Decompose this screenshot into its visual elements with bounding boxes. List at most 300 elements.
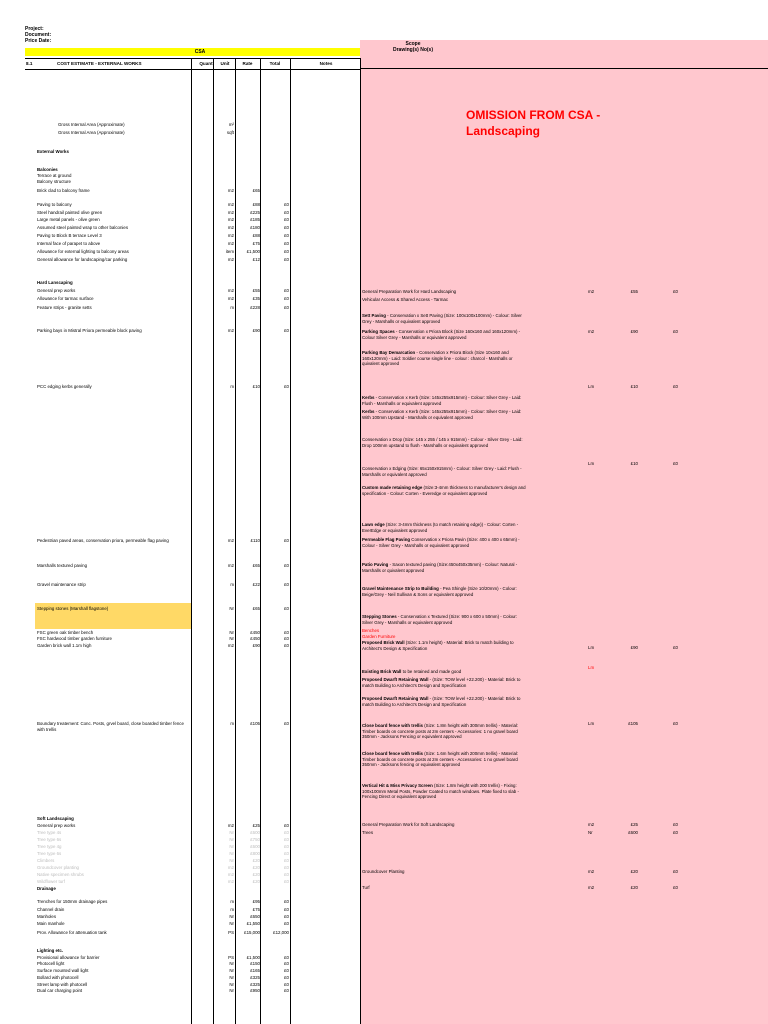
scope-total: £0 [673, 329, 678, 334]
row-unit: m2 [227, 257, 234, 262]
scope-item [362, 885, 526, 891]
scope-item [362, 677, 526, 688]
row-rate: £20 [252, 858, 260, 863]
scope-item [362, 830, 526, 836]
scope-item-text: - Pea Shingle (Size 10/20mm) - Colour: Beige/Grey - Neil Sullivan & Sons or equivalent approved [362, 586, 517, 597]
row-total: £0 [284, 907, 289, 912]
row-total: £0 [284, 968, 289, 973]
scope-item-heading: Parking Spaces [362, 329, 395, 334]
scope-item-text: Garden Furniture [362, 634, 396, 639]
row-rate: £88 [252, 202, 260, 207]
row-unit: Nr [229, 914, 234, 919]
scope-item-text: Conservation x Priora Pavin (Size: 400 x 400 x 65mm) - Colour - Silver Grey - Marshalls or equivalent approved [362, 537, 520, 548]
row-rate: £25 [252, 823, 260, 828]
row-rate: £65 [252, 188, 260, 193]
row-unit: Nr [229, 982, 234, 987]
row-total: £0 [284, 858, 289, 863]
row-description: Balcony structure [37, 179, 71, 184]
row-rate: £35 [252, 296, 260, 301]
row-total: £0 [284, 961, 289, 966]
row-total: £0 [284, 233, 289, 238]
row-rate: £20 [252, 879, 260, 884]
scope-item-text: Turf [362, 885, 370, 890]
row-unit: m² [228, 122, 234, 127]
row-total: £0 [284, 975, 289, 980]
quant-header: Quant [199, 61, 213, 66]
scope-item [362, 751, 526, 768]
col-divider-rate [235, 58, 236, 1024]
row-rate: £600 [250, 830, 260, 835]
scope-item-text: Groundcover Planting [362, 869, 405, 874]
scope-item-text: General Preparation Work for Hard Landscaping [362, 289, 457, 294]
row-total: £0 [284, 328, 289, 333]
scope-item [362, 634, 526, 640]
scope-unit: m2 [588, 289, 595, 294]
row-description: Gross Internal Area (Approximate) [58, 122, 125, 127]
scope-item [362, 329, 526, 340]
row-description: Gravel maintenance strip [37, 582, 86, 587]
row-total: £0 [284, 872, 289, 877]
section-title: COST ESTIMATE - EXTERNAL WORKS [57, 61, 142, 66]
scope-rate: £20 [630, 869, 638, 874]
row-description: Trenches for 150mm drainage pipes [37, 899, 108, 904]
scope-total: £0 [673, 721, 678, 726]
row-rate: £225 [250, 210, 260, 215]
scope-rate: £600 [628, 830, 638, 835]
row-unit: Nr [229, 988, 234, 993]
row-total: £0 [284, 879, 289, 884]
row-description: Tree type 6s [37, 851, 62, 856]
row-unit: m2 [227, 823, 234, 828]
scope-item-text: Trees [362, 830, 374, 835]
row-total: £0 [284, 257, 289, 262]
scope-item [362, 586, 526, 597]
row-description: External Works [37, 149, 69, 154]
scope-unit: m2 [588, 885, 595, 890]
scope-item [362, 409, 526, 420]
row-rate: £950 [250, 988, 260, 993]
row-description: FSC hardwood timber garden furniture [37, 636, 112, 641]
row-unit: Nr [229, 830, 234, 835]
row-description: Pedestrian paved areas, conservation priora, permeable flag paving [37, 538, 169, 543]
row-description: Tree type 6s [37, 837, 62, 842]
row-total: £0 [284, 982, 289, 987]
scope-item [362, 350, 526, 367]
row-total: £12,000 [273, 930, 289, 935]
row-description: Main manhole [37, 921, 65, 926]
row-unit: m2 [227, 188, 234, 193]
scope-unit: m2 [588, 329, 595, 334]
total-header: Total [269, 61, 281, 66]
row-rate: £450 [250, 630, 260, 635]
row-rate: £185 [250, 217, 260, 222]
scope-item-text: Benches [362, 628, 380, 633]
row-total: £0 [284, 914, 289, 919]
col-divider-total [260, 58, 261, 1024]
row-unit: sqft [226, 130, 234, 135]
row-description: Surface mounted wall light [37, 968, 89, 973]
scope-item [362, 628, 526, 634]
row-unit: m2 [227, 865, 234, 870]
notes-header: Notes [319, 61, 333, 66]
row-total: £0 [284, 955, 289, 960]
section-ref: 8.1 [26, 61, 33, 66]
scope-unit: Lm [588, 721, 595, 726]
scope-item-text: Conservation x Drop (Size: 145 x 255 / 145 x 915mm) - Colour - Silver Grey - Laid: Drop 100mm upstand to flush - Marshalls or equivalent approved [362, 437, 523, 448]
row-unit: Nr [229, 851, 234, 856]
row-unit: m2 [227, 538, 234, 543]
row-rate: £55 [252, 288, 260, 293]
row-unit: m2 [227, 210, 234, 215]
scope-item [362, 869, 526, 875]
rate-header: Rate [242, 61, 253, 66]
row-description: Prov. Allowance for attenuation tank [37, 930, 107, 935]
row-description: FSC green oak timber bench [37, 630, 94, 635]
row-description: Stepping stones (Marshall flagstone) [37, 606, 109, 611]
row-unit: Nr [229, 961, 234, 966]
row-description: Groundcover planting [37, 865, 79, 870]
row-description: Bollard with photocell [37, 975, 79, 980]
row-description: Drainage [37, 886, 56, 891]
scope-total: £0 [673, 869, 678, 874]
scope-item-text: - Conservation x Kerb (Size: 145x255x915mm) - Colour: Silver Grey - Laid: With 100mm Upstand - Marshalls or equivalent approved [362, 409, 522, 420]
scope-rate: £105 [628, 721, 638, 726]
scope-item-heading: Patio Paving [362, 562, 389, 567]
row-description: PCC edging kerbs generally [37, 384, 92, 389]
row-rate: £110 [250, 538, 260, 543]
scope-item-heading: Lawn edge [362, 522, 385, 527]
scope-item [362, 614, 526, 625]
row-description: General prep works [37, 823, 76, 828]
scope-item [362, 537, 526, 548]
scope-item [362, 297, 526, 303]
row-description: Provisional allowance for barrier [37, 955, 100, 960]
row-rate: £325 [250, 982, 260, 987]
scope-item-heading: Kerbs [362, 409, 375, 414]
row-unit: m2 [227, 879, 234, 884]
unit-header: Unit [220, 61, 230, 66]
row-description: Brick clad to balcony frame [37, 188, 90, 193]
scope-item [362, 313, 526, 324]
scope-unit: Nr [588, 830, 593, 835]
row-description: Tree type 4s [37, 830, 62, 835]
row-unit: Nr [229, 630, 234, 635]
row-total: £0 [284, 202, 289, 207]
col-divider-unit [213, 58, 214, 1024]
row-rate: £65 [252, 606, 260, 611]
scope-item-text: - Conservation x Priora Block (Size 10x160 and 160x120mm) - Laid: Soldier course single line - colour : charcol - Marshalls or quivalent approved [362, 350, 513, 367]
row-rate: £105 [250, 721, 260, 726]
row-unit: Nr [229, 921, 234, 926]
row-description: Wildflower turf [37, 879, 65, 884]
scope-item-text: (Size: 1.6m height with 200mm trellis) - Material: Timber boards on concrete posts at 2m centers - Accessories: 1 no gravel board 350mm - Jacksons fencing or equivalent approved [362, 751, 519, 768]
row-unit: Nr [229, 858, 234, 863]
scope-item-heading: Kerbs [362, 395, 375, 400]
scope-item [362, 522, 526, 533]
row-unit: m2 [227, 241, 234, 246]
row-unit: m2 [227, 225, 234, 230]
document-label: Document: [25, 32, 52, 38]
scope-item-heading: Gravel Maintenance Strip to Building [362, 586, 439, 591]
row-rate: £65 [252, 563, 260, 568]
row-total: £0 [284, 217, 289, 222]
scope-item-text: - Conservation x Sett Paving (Size: 100x100x100mm) - Colour: Silver Grey - Marshalls or equivalent approved [362, 313, 522, 324]
col-divider-quant [191, 58, 192, 1024]
row-total: £0 [284, 844, 289, 849]
row-unit: Nr [229, 968, 234, 973]
scope-item-text: - (Size: TOW level +22.200) - Material: Brick to match Building to Architect's Design and Specification [362, 696, 521, 707]
row-description: Parking bays in Mistral Priora permeable block paving [37, 328, 142, 333]
row-total: £0 [284, 630, 289, 635]
row-unit: Nr [229, 844, 234, 849]
row-rate: £1,500 [246, 249, 260, 254]
scope-item-text: - Conservation x Priora Block (Size 160x160 and 160x120mm) - Colour Silver Grey - Marshalls or equivalent approved [362, 329, 521, 340]
row-description: Garden brick wall 1.1m high [37, 643, 92, 648]
drawings-label: Drawing(s) No(s) [393, 47, 433, 53]
row-description: Balconies [37, 167, 58, 172]
scope-unit: m2 [588, 869, 595, 874]
row-total: £0 [284, 899, 289, 904]
scope-item-heading: Sett Paving [362, 313, 386, 318]
row-unit: PS [228, 930, 234, 935]
csa-label: CSA [194, 49, 206, 55]
row-description: Channel drain [37, 907, 65, 912]
scope-item [362, 485, 526, 496]
row-rate: £325 [250, 975, 260, 980]
row-unit: PS [228, 955, 234, 960]
row-total: £0 [284, 643, 289, 648]
row-total: £0 [284, 305, 289, 310]
row-description: Native specimen shrubs [37, 872, 84, 877]
scope-unit: Lm [588, 645, 595, 650]
row-description: General prep works [37, 288, 76, 293]
scope-total: £0 [673, 830, 678, 835]
scope-unit: m2 [588, 822, 595, 827]
row-rate: £95 [252, 899, 260, 904]
row-unit: m [230, 582, 234, 587]
row-rate: £20 [252, 865, 260, 870]
scope-total: £0 [673, 822, 678, 827]
scope-item-text: Vehicular Access & Shared Access - Tarmac [362, 297, 449, 302]
row-unit: m2 [227, 217, 234, 222]
row-total: £0 [284, 288, 289, 293]
scope-rate: £20 [630, 885, 638, 890]
row-total: £0 [284, 384, 289, 389]
row-total: £0 [284, 241, 289, 246]
row-total: £0 [284, 851, 289, 856]
row-unit: Nr [229, 636, 234, 641]
omission-heading: OMISSION FROM CSA - Landscaping [466, 108, 601, 138]
scope-total: £0 [673, 461, 678, 466]
scope-item [362, 395, 526, 406]
row-description: Hard Lanscaping [37, 280, 73, 285]
row-unit: m2 [227, 643, 234, 648]
scope-item [362, 822, 526, 828]
row-description: Paving to balcony [37, 202, 72, 207]
row-total: £0 [284, 921, 289, 926]
scope-rate: £25 [630, 822, 638, 827]
scope-total: £0 [673, 384, 678, 389]
scope-item-heading: Proposed Dwarft Retaining Wall [362, 696, 429, 701]
scope-unit: Lm [588, 665, 595, 670]
scope-item-heading: Vertical Hit & Miss Privacy Screen [362, 783, 433, 788]
scope-unit: Lm [588, 461, 595, 466]
scope-unit: Lm [588, 384, 595, 389]
row-description: Large metal panels - olive green [37, 217, 100, 222]
row-description: Marshalls textured paving [37, 563, 88, 568]
row-unit: m2 [227, 288, 234, 293]
row-rate: £228 [250, 305, 260, 310]
row-rate: £10 [252, 384, 260, 389]
scope-item-heading: Existing Brick Wall [362, 669, 402, 674]
row-unit: item [225, 249, 234, 254]
row-unit: m [230, 721, 234, 726]
col-divider-scope [360, 58, 361, 1024]
row-rate: £750 [250, 837, 260, 842]
row-rate: £800 [250, 851, 260, 856]
scope-item [362, 696, 526, 707]
scope-item-text: - Saxon textured paving (Size:450x450x35mm) - Colour: Natural - Marshalls or quivalent approved [362, 562, 518, 573]
row-description: Terrace at ground [37, 173, 72, 178]
row-unit: m2 [227, 296, 234, 301]
scope-header [360, 41, 466, 53]
scope-item-heading: Stepping Stones [362, 614, 397, 619]
row-unit: Nr [229, 975, 234, 980]
row-unit: m [230, 899, 234, 904]
scope-item-heading: Custom made retaining edge [362, 485, 423, 490]
scope-item-text: - Conservation x Kerb (Size: 145x255x915mm) - Colour: Silver Grey - Laid: Flush - Marshalls or equivalent approved [362, 395, 522, 406]
row-total: £0 [284, 296, 289, 301]
price-date-label: Price Date: [25, 38, 52, 44]
scope-header-rule [360, 58, 768, 69]
scope-item-heading: Proposed Dwarft Retaining Wall [362, 677, 429, 682]
row-description: Assumed steel painted wrap to other balconies [37, 225, 129, 230]
row-unit: m [230, 907, 234, 912]
row-unit: Nr [229, 837, 234, 842]
scope-item-text: (Size: 1.1m height) - Material: Brick to match building to Architect's Design & Specification [362, 640, 514, 651]
row-rate: £1,500 [246, 955, 260, 960]
row-rate: £450 [250, 636, 260, 641]
scope-item [362, 783, 526, 800]
scope-item-text: to be retained and made good [401, 669, 462, 674]
row-total: £0 [284, 582, 289, 587]
scope-item-text: (Size: 1.8m height with 200 trellis) - Fixing: 100x100mm Metal Posts, Powder Coated to match windows. Plate fixed to slab - Fencing Direct or equivalent approved [362, 783, 519, 800]
row-description: Manholes [37, 914, 57, 919]
scope-item [362, 289, 526, 295]
scope-item-text: - (Size: TOW level +22.200) - Material: Brick to match Building to Architect's Design and Specification [362, 677, 521, 688]
scope-item [362, 437, 526, 448]
scope-item-text: (Size: 3-4mm thickness (to match retaining edge)) - Colour: Corten - EverEdge or equivalent approved [362, 522, 519, 533]
row-description: Dual car charging point [37, 988, 83, 993]
row-description: Gross Internal Area (Approximate) [58, 130, 125, 135]
csa-band [25, 48, 360, 56]
scope-rate: £90 [630, 645, 638, 650]
row-rate: £650 [250, 914, 260, 919]
row-unit: m [230, 384, 234, 389]
column-header-row [25, 58, 360, 70]
row-rate: £600 [250, 844, 260, 849]
row-description: Boundary treatement: Conc. Posts, grvel board, close boarded timber fence with trellis [37, 721, 184, 732]
scope-label: Scope [405, 41, 421, 47]
scope-item [362, 723, 526, 740]
row-description: Paving to Block B terrace Level 3 [37, 233, 102, 238]
scope-total: £0 [673, 885, 678, 890]
scope-total: £0 [673, 289, 678, 294]
row-total: £0 [284, 636, 289, 641]
scope-item-heading: Close board fence with trellis [362, 723, 423, 728]
row-description: Allowance for external lighting to balcony areas [37, 249, 129, 254]
row-description: Allowance for tarmac surface [37, 296, 94, 301]
scope-item-heading: Close board fence with trellis [362, 751, 423, 756]
scope-item-text: Conservation x Edging (Size: 65x150x915mm) - Colour: Silver Grey - Laid: Flush - Marshalls or equivalent approved [362, 466, 522, 477]
row-unit: m [230, 305, 234, 310]
row-rate: £22 [252, 582, 260, 587]
scope-rate: £55 [630, 289, 638, 294]
row-rate: £90 [252, 643, 260, 648]
row-total: £0 [284, 210, 289, 215]
row-description: Soft Landscaping [37, 816, 74, 821]
scope-item-text: General Preparation Work for Soft Landscaping [362, 822, 455, 827]
row-description: Lighting etc. [37, 948, 64, 953]
scope-total: £0 [673, 645, 678, 650]
scope-item [362, 562, 526, 573]
row-description: Internal face of parapet to above [37, 241, 101, 246]
scope-item-heading: Proposed Brick Wall [362, 640, 405, 645]
row-total: £0 [284, 830, 289, 835]
row-description: Climbers [37, 858, 55, 863]
row-total: £0 [284, 563, 289, 568]
row-total: £0 [284, 225, 289, 230]
row-unit: m2 [227, 233, 234, 238]
scope-item [362, 466, 526, 477]
row-rate: £90 [252, 328, 260, 333]
row-rate: £165 [250, 968, 260, 973]
row-unit: Nr [229, 606, 234, 611]
row-rate: £75 [252, 241, 260, 246]
row-total: £0 [284, 865, 289, 870]
scope-rate: £10 [630, 384, 638, 389]
row-total: £0 [284, 988, 289, 993]
row-total: £0 [284, 538, 289, 543]
row-description: Feature strips - granite setts [37, 305, 92, 310]
row-rate: £180 [250, 225, 260, 230]
row-rate: £1,550 [246, 921, 260, 926]
row-rate: £20 [252, 872, 260, 877]
row-total: £0 [284, 823, 289, 828]
scope-rate: £90 [630, 329, 638, 334]
row-rate: £12 [252, 257, 260, 262]
scope-item [362, 669, 526, 675]
scope-item-heading: Permeable Flag Paving [362, 537, 411, 542]
scope-rate: £10 [630, 461, 638, 466]
row-description: Street lamp with photocell [37, 982, 88, 987]
scope-item [362, 640, 526, 651]
row-description: Photocell light [37, 961, 65, 966]
row-unit: m2 [227, 563, 234, 568]
row-description: Steel handrail painted olive green [37, 210, 103, 215]
col-divider-notes [290, 58, 291, 1024]
row-rate: £15,000 [244, 930, 260, 935]
row-unit: m2 [227, 202, 234, 207]
row-rate: £150 [250, 961, 260, 966]
row-unit: m2 [227, 872, 234, 877]
scope-item-text: (Size:3-4mm thickness to manufacturer's design and specification - Colour: Corten - Everedge or equivalent approved [362, 485, 526, 496]
project-label: Project: [25, 26, 44, 32]
scope-item-text: - Conservation x Textured (Size: 900 x 600 x 50mm) - Colour: Silver Grey - Marshalls or equivalent approved [362, 614, 518, 625]
scope-item-text: (Size: 1.8m height with 300mm trellis) - Material: Timber boards on concrete posts at 2m centers - Accessories: 1 no gravel board 350mm - Jacksons Fencing or equivalent approved [362, 723, 519, 740]
scope-item-heading: Parking Bay Demarcation [362, 350, 416, 355]
row-rate: £88 [252, 233, 260, 238]
